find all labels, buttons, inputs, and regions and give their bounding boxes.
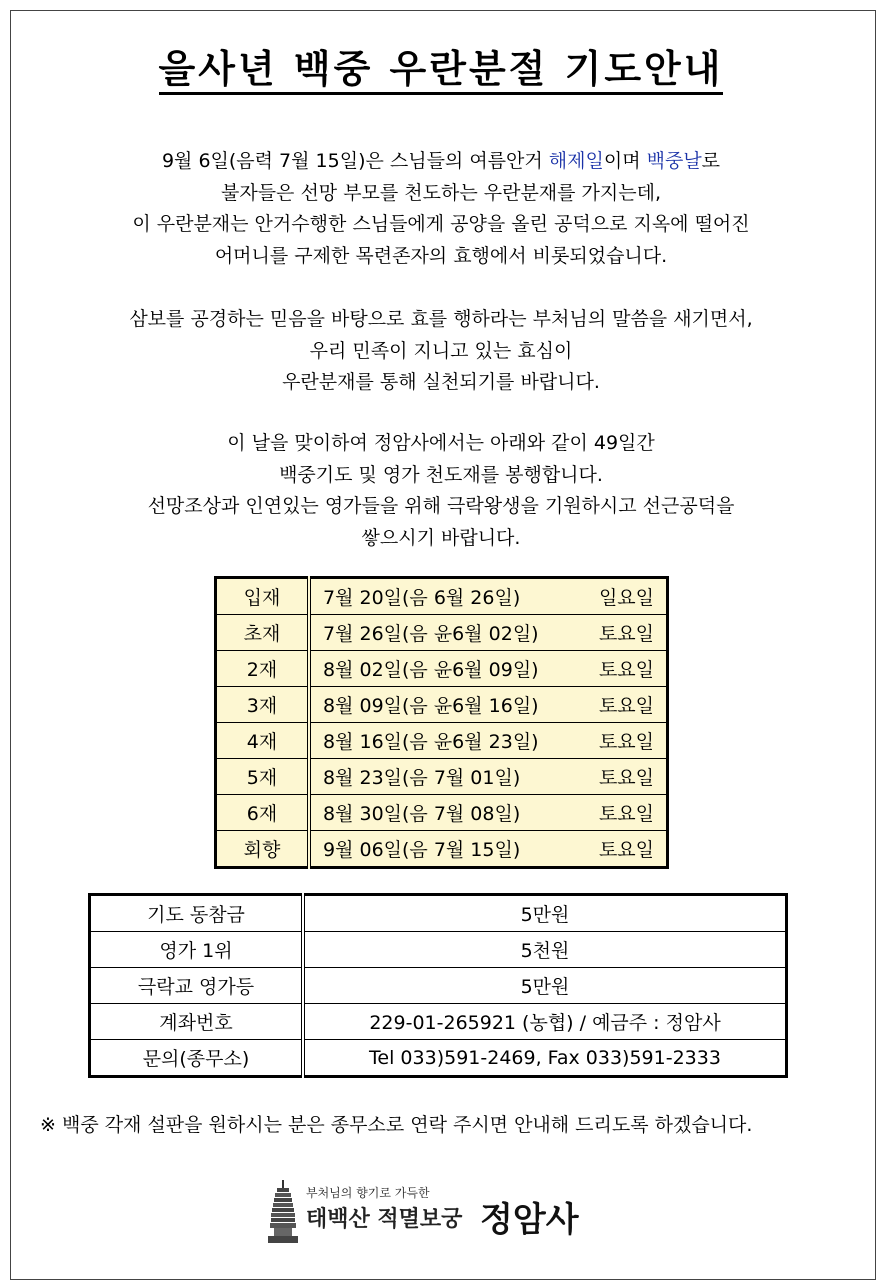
schedule-day: 토요일 (598, 731, 654, 753)
schedule-row (216, 615, 668, 651)
fee-row (90, 895, 787, 932)
schedule-date: 7월 26일(음 윤6월 02일) (323, 623, 539, 645)
schedule-row (216, 651, 668, 687)
schedule-cell (309, 795, 668, 831)
fee-label: 극락교 영가등 (90, 968, 304, 1004)
fee-label: 기도 동참금 (90, 895, 304, 932)
fee-label: 문의(종무소) (90, 1040, 304, 1077)
schedule-day: 토요일 (598, 839, 654, 861)
schedule-row (216, 723, 668, 759)
schedule-row (216, 687, 668, 723)
logo-slogan: 부처님의 향기로 가득한 (306, 1186, 430, 1200)
fee-value: 229-01-265921 (농협) / 예금주 : 정암사 (303, 1004, 787, 1040)
schedule-date: 7월 20일(음 6월 26일) (323, 587, 521, 609)
highlight-baekjung: 백중날 (646, 150, 702, 172)
schedule-day: 토요일 (598, 767, 654, 789)
logo-name: 정암사 (480, 1200, 579, 1240)
temple-logo (268, 1180, 628, 1246)
logo-subtitle: 태백산 적멸보궁 (306, 1207, 463, 1232)
second-paragraph: 삼보를 공경하는 믿음을 바탕으로 효를 행하라는 부처님의 말씀을 새기면서, 우리 민족이 지니고 있는 효심이 우란분재를 통해 실천되기를 바랍니다. (129, 308, 753, 393)
schedule-label: 2재 (216, 651, 310, 687)
schedule-date: 8월 30일(음 7월 08일) (323, 803, 521, 825)
schedule-day: 토요일 (598, 695, 654, 717)
schedule-day: 토요일 (598, 623, 654, 645)
fee-label: 계좌번호 (90, 1004, 304, 1040)
notice-text: ※ 백중 각재 설판을 원하시는 분은 종무소로 연락 주시면 안내해 드리도록 하겠습니다. (40, 1114, 753, 1136)
schedule-date: 8월 09일(음 윤6월 16일) (323, 695, 539, 717)
schedule-row (216, 759, 668, 795)
highlight-haejeil: 해제일 (548, 150, 604, 172)
schedule-date: 8월 23일(음 7월 01일) (323, 767, 521, 789)
schedule-cell (309, 615, 668, 651)
schedule-row (216, 795, 668, 831)
schedule-cell (309, 687, 668, 723)
schedule-day: 토요일 (598, 659, 654, 681)
fee-row (90, 1004, 787, 1040)
schedule-label: 5재 (216, 759, 310, 795)
schedule-date: 9월 06일(음 7월 15일) (323, 839, 521, 861)
page-title: 을사년 백중 우란분절 기도안내 (0, 38, 882, 93)
schedule-date: 8월 02일(음 윤6월 09일) (323, 659, 539, 681)
schedule-day: 일요일 (598, 587, 654, 609)
fee-value: 5만원 (303, 895, 787, 932)
third-paragraph: 이 날을 맞이하여 정암사에서는 아래와 같이 49일간 백중기도 및 영가 천도재를 봉행합니다. 선망조상과 인연있는 영가들을 위해 극락왕생을 기원하시고 선근공덕을 쌓으시기 바랍니다. (147, 432, 735, 549)
schedule-label: 입재 (216, 578, 310, 615)
schedule-label: 4재 (216, 723, 310, 759)
fee-row (90, 932, 787, 968)
intro-paragraph: 9월 6일(음력 7월 15일)은 스님들의 여름안거 해제일이며 백중날로 불자들은 선망 부모를 천도하는 우란분재를 가지는데, 이 우란분재는 안거수행한 스님들에게 공양을 올린 공덕으로 지옥에 떨어진 어머니를 구제한 목련존자의 효행에서 비롯되었습니다. (132, 150, 750, 267)
schedule-cell (309, 759, 668, 795)
schedule-table (214, 576, 669, 869)
schedule-row (216, 831, 668, 868)
schedule-label: 6재 (216, 795, 310, 831)
schedule-label: 3재 (216, 687, 310, 723)
fee-value: 5만원 (303, 968, 787, 1004)
schedule-cell (309, 831, 668, 868)
schedule-cell (309, 578, 668, 615)
schedule-day: 토요일 (598, 803, 654, 825)
schedule-cell (309, 651, 668, 687)
schedule-label: 초재 (216, 615, 310, 651)
fee-row (90, 1040, 787, 1077)
fee-label: 영가 1위 (90, 932, 304, 968)
fees-table (88, 893, 788, 1078)
schedule-cell (309, 723, 668, 759)
schedule-label: 회향 (216, 831, 310, 868)
stone-pagoda-icon (268, 1180, 298, 1244)
schedule-date: 8월 16일(음 윤6월 23일) (323, 731, 539, 753)
fee-row (90, 968, 787, 1004)
fee-value: 5천원 (303, 932, 787, 968)
schedule-row (216, 578, 668, 615)
fee-value: Tel 033)591-2469, Fax 033)591-2333 (303, 1040, 787, 1077)
